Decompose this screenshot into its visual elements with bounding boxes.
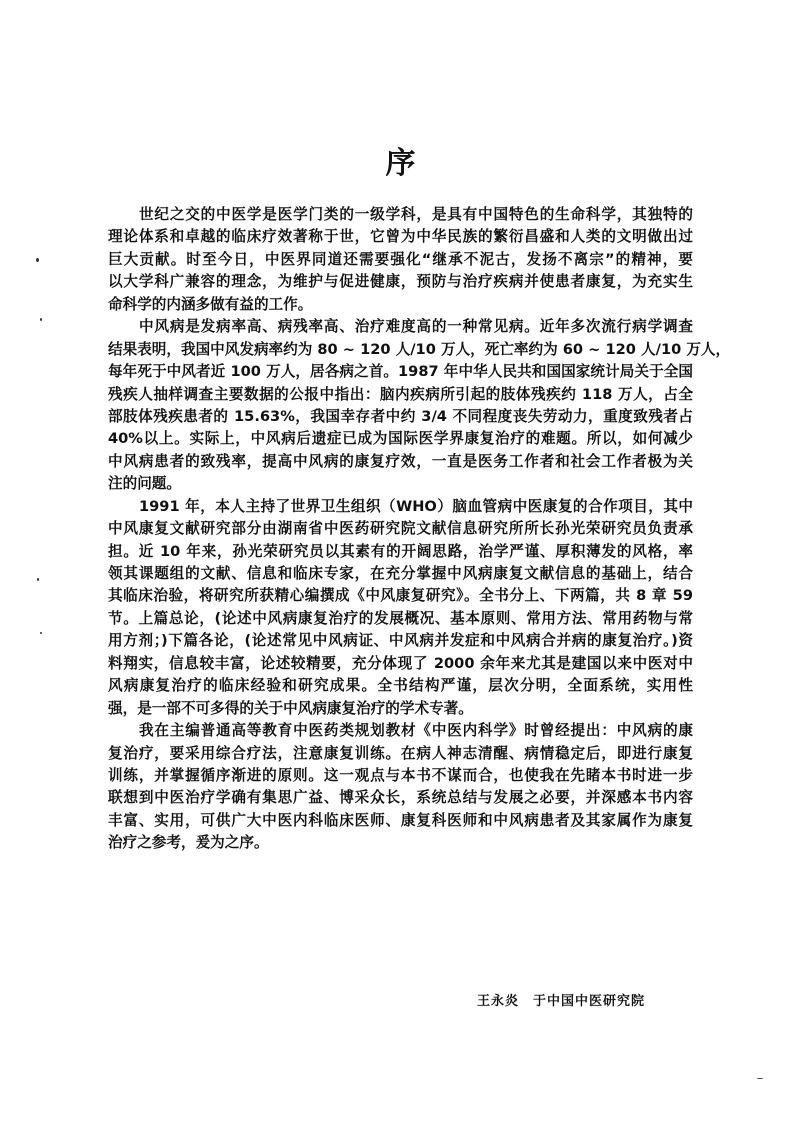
text-line: 世纪之交的中医学是医学门类的一级学科，是具有中国特色的生命科学，其独特的 xyxy=(139,206,693,223)
text-line: 中风病是发病率高、病残率高、治疗难度高的一种常见病。近年多次流行病学调查 xyxy=(139,318,693,336)
text-line: 每年死于中风者近 100 万人，居各病之首。1987 年中华人民共和国国家统计局关于全国 xyxy=(108,363,693,381)
text-line: 结果表明，我国中风发病率约为 80 ~ 120 人/10 万人，死亡率约为 60 ~ 120 人/10 万人， xyxy=(108,340,731,358)
text-line: 40%以上。实际上，中风病后遗症已成为国际医学界康复治疗的难题。所以，如何减少 xyxy=(108,430,693,448)
text-line: 其临床治验，将研究所获精心编撰成《中风康复研究》。全书分上、下两篇，共 8 章 59 xyxy=(108,587,693,605)
text-line: 风病康复治疗的临床经验和研究成果。全书结构严谨，层次分明，全面系统，实用性 xyxy=(108,677,693,695)
text-line: 中风病患者的致残率，提高中风病的康复疗效，一直是医务工作者和社会工作者极为关 xyxy=(108,452,693,470)
scan-speck xyxy=(36,258,39,262)
text-line: 治疗之参考，爰为之序。 xyxy=(108,834,269,852)
text-line: 强，是一部不可多得的关于中风病康复治疗的学术专著。 xyxy=(108,699,473,717)
text-line: 用方剂；)下篇各论，(论述常见中风病证、中风病并发症和中风病合并病的康复治疗。)资 xyxy=(108,632,693,650)
text-line: 理论体系和卓越的临床疗效著称于世，它曾为中华民族的繁衍昌盛和人类的文明做出过 xyxy=(108,228,693,246)
text-line: 我在主编普通高等教育中医药类规划教材《中医内科学》时曾经提出：中风病的康 xyxy=(139,722,693,740)
text-line: 巨大贡献。时至今日，中医界同道还需要强化“继承不泥古，发扬不离宗”的精神，要 xyxy=(108,250,693,268)
text-line: 担。近 10 年来，孙光荣研究员以其素有的开阔思路，治学严谨、厚积薄发的风格，率 xyxy=(108,542,693,560)
text-line: 复治疗，要采用综合疗法，注意康复训练。在病人神志清醒、病情稳定后，即进行康复 xyxy=(108,744,693,762)
preface-body xyxy=(108,204,731,855)
scan-speck xyxy=(37,578,39,581)
signature: 王永炎 于中国中医研究院 xyxy=(477,994,646,1009)
text-line: 1991 年，本人主持了世界卫生组织（WHO）脑血管病中医康复的合作项目，其中 xyxy=(139,497,693,515)
text-line: 联想到中医治疗学确有集思广益、博采众长，系统总结与发展之必要，并深感本书内容 xyxy=(108,789,693,807)
text-line: 部肢体残疾患者的 15.63%，我国幸存者中约 3/4 不同程度丧失劳动力，重度致残者占 xyxy=(108,407,693,425)
paragraph xyxy=(108,316,731,496)
text-line: 料翔实，信息较丰富，论述较精要，充分体现了 2000 余年来尤其是建国以来中医对中 xyxy=(108,654,693,672)
text-line: 丰富、实用，可供广大中医内科临床医师、康复科医师和中风病患者及其家属作为康复 xyxy=(108,811,693,829)
scan-speck xyxy=(40,318,42,321)
text-line: 中风康复文献研究部分由湖南省中医药研究院文献信息研究所所长孙光荣研究员负责承 xyxy=(108,520,693,538)
text-line: 训练，并掌握循序渐进的原则。这一观点与本书不谋而合，也使我在先睹本书时进一步 xyxy=(108,766,693,784)
paragraph xyxy=(108,204,693,316)
scan-speck xyxy=(40,632,42,634)
page-title: 序 xyxy=(385,146,416,181)
paragraph xyxy=(108,496,693,720)
scan-speck xyxy=(757,1078,763,1079)
paragraph xyxy=(108,720,693,855)
text-line: 领其课题组的文献、信息和临床专家，在充分掌握中风病康复文献信息的基础上，结合 xyxy=(108,565,693,582)
text-line: 注的问题。 xyxy=(108,475,181,493)
text-line: 以大学科广兼容的理念，为维护与促进健康，预防与治疗疾病并使患者康复，为充实生 xyxy=(108,273,693,291)
text-line: 命科学的内涵多做有益的工作。 xyxy=(108,295,313,313)
text-line: 节。上篇总论，(论述中风病康复治疗的发展概况、基本原则、常用方法、常用药物与常 xyxy=(108,609,693,627)
text-line: 残疾人抽样调查主要数据的公报中指出：脑内疾病所引起的肢体残疾约 118 万人，占全 xyxy=(108,385,693,403)
